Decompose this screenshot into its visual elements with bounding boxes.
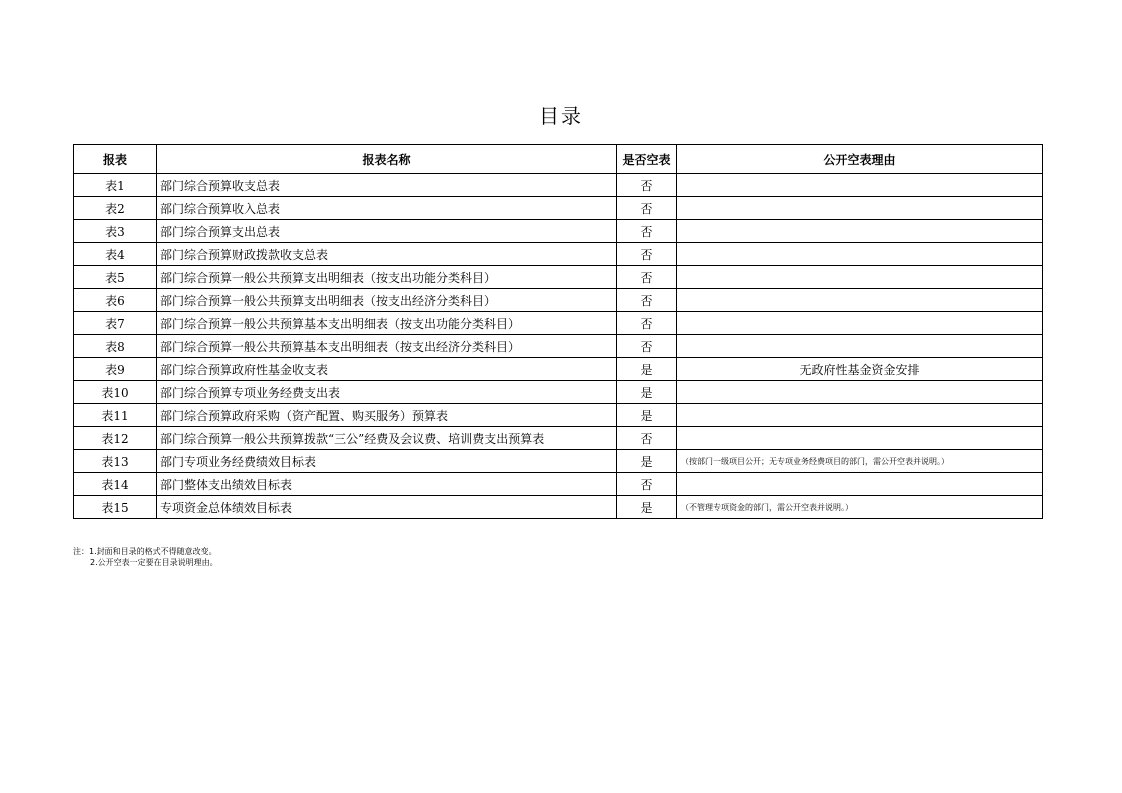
is-empty-cell: 否	[617, 266, 677, 289]
table-row	[74, 335, 1043, 358]
empty-reason-cell	[677, 174, 1043, 197]
header-empty-reason: 公开空表理由	[677, 145, 1043, 174]
is-empty-cell: 否	[617, 197, 677, 220]
table-row	[74, 220, 1043, 243]
report-no-cell: 表3	[74, 220, 157, 243]
table-row	[74, 404, 1043, 427]
report-name-cell: 部门综合预算收支总表	[157, 174, 617, 197]
table-row	[74, 427, 1043, 450]
report-name-cell: 部门综合预算一般公共预算基本支出明细表（按支出功能分类科目）	[157, 312, 617, 335]
table-row	[74, 312, 1043, 335]
header-is-empty: 是否空表	[617, 145, 677, 174]
empty-reason-cell	[677, 197, 1043, 220]
is-empty-cell: 是	[617, 358, 677, 381]
empty-reason-cell	[677, 266, 1043, 289]
report-name-cell: 部门综合预算一般公共预算拨款“三公”经费及会议费、培训费支出预算表	[157, 427, 617, 450]
empty-reason-cell: （不管理专项资金的部门，需公开空表并说明。）	[677, 496, 1043, 519]
report-no-cell: 表8	[74, 335, 157, 358]
empty-reason-cell: 无政府性基金资金安排	[677, 358, 1043, 381]
table-row	[74, 243, 1043, 266]
empty-reason-cell	[677, 381, 1043, 404]
is-empty-cell: 否	[617, 174, 677, 197]
empty-reason-cell	[677, 473, 1043, 496]
table-row	[74, 289, 1043, 312]
empty-reason-cell	[677, 243, 1043, 266]
report-name-cell: 部门专项业务经费绩效目标表	[157, 450, 617, 473]
empty-reason-cell	[677, 312, 1043, 335]
table-row	[74, 496, 1043, 519]
is-empty-cell: 是	[617, 404, 677, 427]
is-empty-cell: 否	[617, 427, 677, 450]
table-row	[74, 381, 1043, 404]
empty-reason-cell	[677, 335, 1043, 358]
empty-reason-cell	[677, 404, 1043, 427]
report-no-cell: 表14	[74, 473, 157, 496]
table-row	[74, 358, 1043, 381]
report-name-cell: 部门综合预算政府采购（资产配置、购买服务）预算表	[157, 404, 617, 427]
table-row	[74, 450, 1043, 473]
is-empty-cell: 是	[617, 496, 677, 519]
table-row	[74, 473, 1043, 496]
report-no-cell: 表2	[74, 197, 157, 220]
report-no-cell: 表7	[74, 312, 157, 335]
is-empty-cell: 是	[617, 381, 677, 404]
footnotes	[73, 546, 218, 568]
empty-reason-cell	[677, 220, 1043, 243]
is-empty-cell: 否	[617, 473, 677, 496]
report-name-cell: 专项资金总体绩效目标表	[157, 496, 617, 519]
report-name-cell: 部门综合预算政府性基金收支表	[157, 358, 617, 381]
header-report-name: 报表名称	[157, 145, 617, 174]
report-name-cell: 部门整体支出绩效目标表	[157, 473, 617, 496]
report-name-cell: 部门综合预算财政拨款收支总表	[157, 243, 617, 266]
table-row	[74, 174, 1043, 197]
report-no-cell: 表6	[74, 289, 157, 312]
report-no-cell: 表10	[74, 381, 157, 404]
report-name-cell: 部门综合预算一般公共预算支出明细表（按支出功能分类科目）	[157, 266, 617, 289]
report-no-cell: 表11	[74, 404, 157, 427]
report-name-cell: 部门综合预算一般公共预算支出明细表（按支出经济分类科目）	[157, 289, 617, 312]
report-name-cell: 部门综合预算支出总表	[157, 220, 617, 243]
report-no-cell: 表9	[74, 358, 157, 381]
table-header-row	[74, 145, 1043, 174]
is-empty-cell: 是	[617, 450, 677, 473]
footnote-2: 2.公开空表一定要在目录说明理由。	[90, 558, 218, 567]
table-row	[74, 266, 1043, 289]
report-no-cell: 表12	[74, 427, 157, 450]
report-no-cell: 表4	[74, 243, 157, 266]
is-empty-cell: 否	[617, 289, 677, 312]
report-no-cell: 表1	[74, 174, 157, 197]
report-no-cell: 表15	[74, 496, 157, 519]
empty-reason-cell	[677, 289, 1043, 312]
report-name-cell: 部门综合预算一般公共预算基本支出明细表（按支出经济分类科目）	[157, 335, 617, 358]
report-no-cell: 表13	[74, 450, 157, 473]
table-row	[74, 197, 1043, 220]
empty-reason-cell	[677, 427, 1043, 450]
empty-reason-cell: （按部门一级项目公开；无专项业务经费项目的部门，需公开空表并说明。）	[677, 450, 1043, 473]
report-no-cell: 表5	[74, 266, 157, 289]
is-empty-cell: 否	[617, 312, 677, 335]
is-empty-cell: 否	[617, 243, 677, 266]
report-name-cell: 部门综合预算专项业务经费支出表	[157, 381, 617, 404]
is-empty-cell: 否	[617, 335, 677, 358]
report-name-cell: 部门综合预算收入总表	[157, 197, 617, 220]
is-empty-cell: 否	[617, 220, 677, 243]
header-report-no: 报表	[74, 145, 157, 174]
page-title: 目录	[539, 104, 583, 128]
footnote-1: 注：1.封面和目录的格式不得随意改变。	[73, 547, 217, 556]
catalog-table	[73, 144, 1043, 519]
